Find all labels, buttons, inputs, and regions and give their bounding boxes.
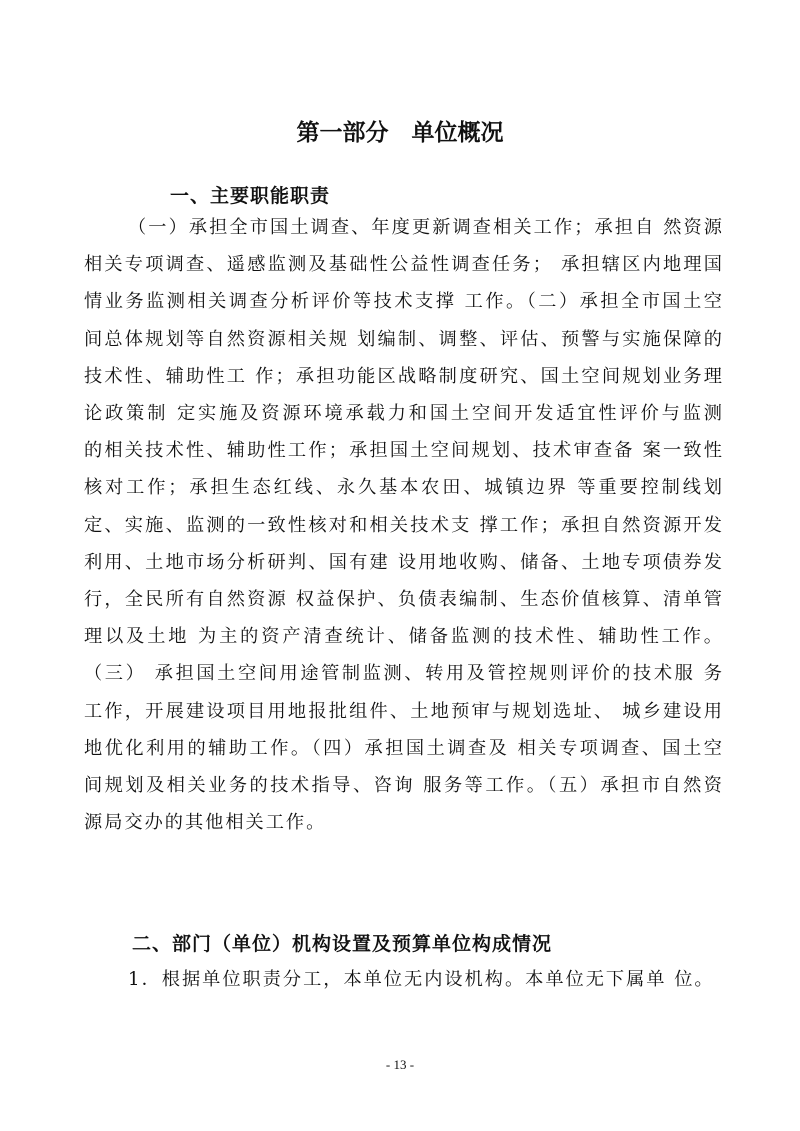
section-body-organization: 1．根据单位职责分工，本单位无内设机构。本单位无下属单 位。 [128, 969, 715, 990]
section-heading-main-functions: 一、主要职能职责 [170, 185, 331, 207]
page-title: 第一部分 单位概况 [296, 119, 504, 146]
section-body-main-functions: （一）承担全市国土调查、年度更新调查相关工作；承担自 然资源相关专项调查、遥感监测及基础性公益性调查任务； 承担辖区内地理国情业务监测相关调查分析评价等技术支撑 工作。（二）承担全市国土空间总体规划等自然资源相关规 划编制、调整、评估、预警与实施保障的技术性、辅助性工 作；承担功能区战略制度研究、国土空间规划业务理论政策制 定实施及资源环境承载力和国土空间开发适宜性评价与监测 的相关技术性、辅助性工作；承担国土空间规划、技术审查备 案一致性核对工作；承担生态红线、永久基本农田、城镇边界 等重要控制线划定、实施、监测的一致性核对和相关技术支 撑工作；承担自然资源开发利用、土地市场分析研判、国有建 设用地收购、储备、土地专项债券发行，全民所有自然资源 权益保护、负债表编制、生态价值核算、清单管理以及土地 为主的资产清查统计、储备监测的技术性、辅助性工作。（三） 承担国土空间用途管制监测、转用及管控规则评价的技术服 务工作，开展建设项目用地报批组件、土地预审与规划选址、 城乡建设用地优化利用的辅助工作。（四）承担国土调查及 相关专项调查、国土空间规划及相关业务的技术指导、咨询 服务等工作。（五）承担市自然资源局交办的其他相关工作。 [84, 217, 724, 834]
section-heading-organization: 二、部门（单位）机构设置及预算单位构成情况 [132, 933, 553, 955]
page-number: - 13 - [385, 1057, 415, 1072]
